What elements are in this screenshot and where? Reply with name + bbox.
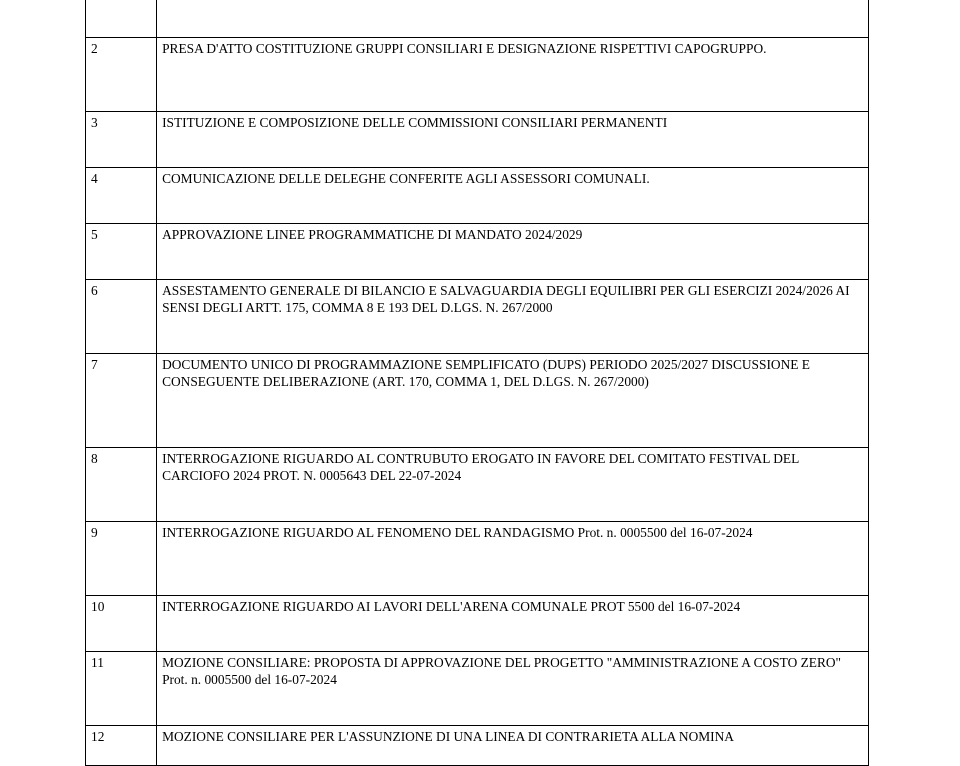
item-text: COMUNICAZIONE DELLE DELEGHE CONFERITE AGLI ASSESSORI COMUNALI. [157,168,869,224]
item-text: MOZIONE CONSILIARE PER L'ASSUNZIONE DI UNA LINEA DI CONTRARIETA ALLA NOMINA [157,726,869,766]
item-text: MOZIONE CONSILIARE: PROPOSTA DI APPROVAZIONE DEL PROGETTO "AMMINISTRAZIONE A COSTO ZERO" Prot. n. 0005500 del 16-07-2024 [157,652,869,726]
item-text: ASSESTAMENTO GENERALE DI BILANCIO E SALVAGUARDIA DEGLI EQUILIBRI PER GLI ESERCIZI 2024/2026 AI SENSI DEGLI ARTT. 175, COMMA 8 E 193 DEL D.LGS. N. 267/2000 [157,280,869,354]
item-number: 7 [86,354,157,448]
item-number: 2 [86,38,157,112]
item-number: 4 [86,168,157,224]
table-row [86,354,869,448]
item-number: 3 [86,112,157,168]
item-text: PRESA D'ATTO COSTITUZIONE GRUPPI CONSILIARI E DESIGNAZIONE RISPETTIVI CAPOGRUPPO. [157,38,869,112]
table-row [86,652,869,726]
table-row [86,168,869,224]
item-number: 12 [86,726,157,766]
item-number: 11 [86,652,157,726]
item-text [157,0,869,38]
item-text: INTERROGAZIONE RIGUARDO AI LAVORI DELL'ARENA COMUNALE PROT 5500 del 16-07-2024 [157,596,869,652]
item-text: ISTITUZIONE E COMPOSIZIONE DELLE COMMISSIONI CONSILIARI PERMANENTI [157,112,869,168]
table-row [86,224,869,280]
table-row [86,726,869,766]
table-row [86,448,869,522]
item-number: 9 [86,522,157,596]
item-number: 5 [86,224,157,280]
table-row [86,522,869,596]
agenda-table [85,0,869,766]
item-text: APPROVAZIONE LINEE PROGRAMMATICHE DI MANDATO 2024/2029 [157,224,869,280]
item-number: 6 [86,280,157,354]
item-number: 8 [86,448,157,522]
table-row [86,0,869,38]
item-text: INTERROGAZIONE RIGUARDO AL FENOMENO DEL RANDAGISMO Prot. n. 0005500 del 16-07-2024 [157,522,869,596]
table-row [86,280,869,354]
table-row [86,38,869,112]
item-text: DOCUMENTO UNICO DI PROGRAMMAZIONE SEMPLIFICATO (DUPS) PERIODO 2025/2027 DISCUSSIONE E CONSEGUENTE DELIBERAZIONE (ART. 170, COMMA 1, DEL D.LGS. N. 267/2000) [157,354,869,448]
table-row [86,596,869,652]
item-number [86,0,157,38]
item-text: INTERROGAZIONE RIGUARDO AL CONTRUBUTO EROGATO IN FAVORE DEL COMITATO FESTIVAL DEL CARCIOFO 2024 PROT. N. 0005643 DEL 22-07-2024 [157,448,869,522]
item-number: 10 [86,596,157,652]
table-row [86,112,869,168]
